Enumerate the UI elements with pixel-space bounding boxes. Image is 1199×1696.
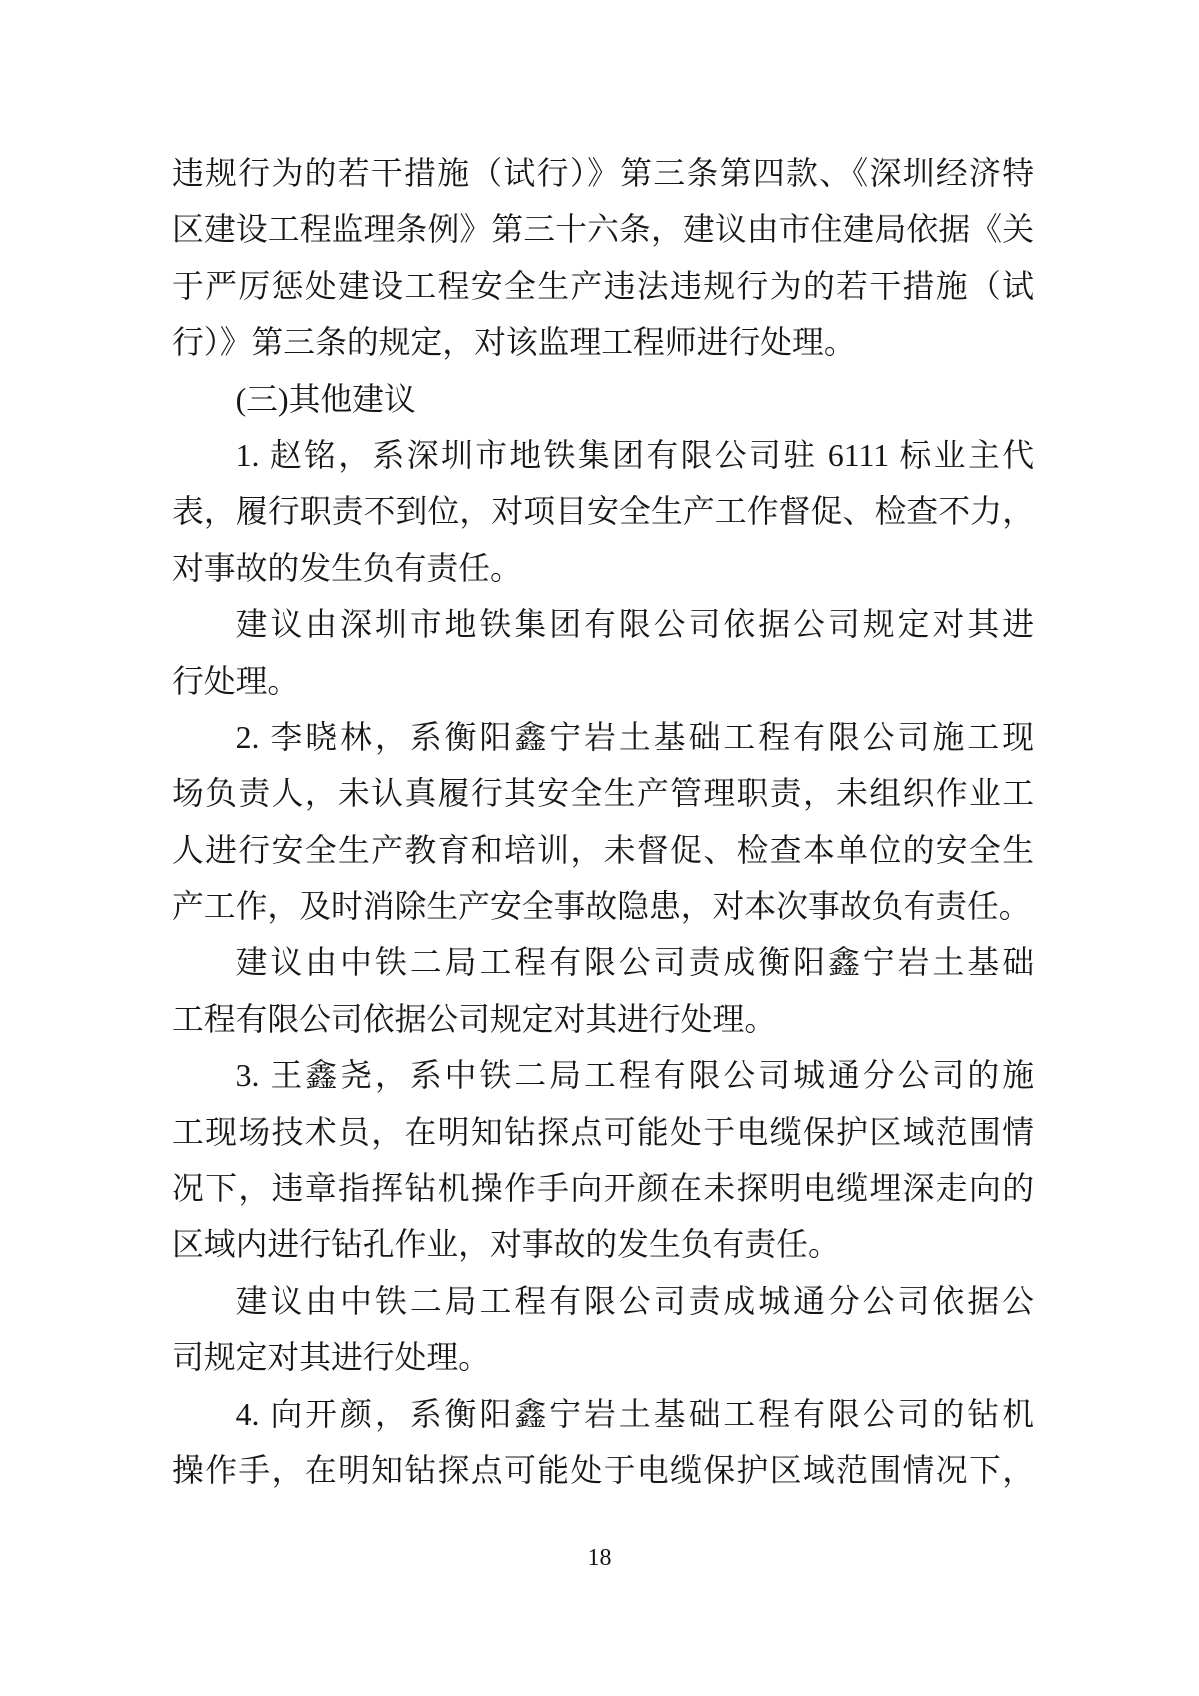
- paragraph: [172, 1048, 1034, 1274]
- text-line: 表，履行职责不到位，对项目安全生产工作督促、检查不力，: [172, 494, 1034, 530]
- text-line: 工程有限公司依据公司规定对其进行处理。: [172, 1001, 777, 1037]
- paragraph: [172, 935, 1034, 1048]
- paragraph: [172, 146, 1034, 372]
- text-line: 3. 王鑫尧，系中铁二局工程有限公司城通分公司的施: [235, 1058, 1034, 1094]
- paragraph: [172, 597, 1034, 710]
- text-line: 2. 李晓林，系衡阳鑫宁岩土基础工程有限公司施工现: [235, 719, 1034, 755]
- text-line: 1. 赵铭，系深圳市地铁集团有限公司驻 6111 标业主代: [235, 437, 1034, 473]
- paragraph: [172, 428, 1034, 597]
- text-line: 违规行为的若干措施（试行）》第三条第四款、《深圳经济特: [172, 156, 1034, 191]
- paragraph: [172, 372, 1034, 428]
- text-line: 于严厉惩处建设工程安全生产违法违规行为的若干措施（试: [172, 268, 1034, 304]
- text-line: 建议由深圳市地铁集团有限公司依据公司规定对其进: [235, 607, 1034, 643]
- paragraph: [172, 1274, 1034, 1387]
- text-line: 司规定对其进行处理。: [172, 1340, 490, 1376]
- text-line: 区域内进行钻孔作业，对事故的发生负有责任。: [172, 1227, 840, 1263]
- text-line: 产工作，及时消除生产安全事故隐患，对本次事故负有责任。: [172, 889, 1031, 925]
- text-line: 操作手，在明知钻探点可能处于电缆保护区域范围情况下，: [172, 1452, 1034, 1488]
- text-line: 况下，违章指挥钻机操作手向开颜在未探明电缆埋深走向的: [172, 1171, 1034, 1207]
- text-line: 区建设工程监理条例》第三十六条，建议由市住建局依据《关: [172, 212, 1034, 248]
- text-line: (三)其他建议: [235, 381, 416, 417]
- paragraph: [172, 710, 1034, 936]
- text-line: 行）》第三条的规定，对该监理工程师进行处理。: [172, 325, 856, 361]
- text-line: 建议由中铁二局工程有限公司责成衡阳鑫宁岩土基础: [235, 945, 1034, 981]
- text-line: 场负责人，未认真履行其安全生产管理职责，未组织作业工: [172, 776, 1034, 812]
- text-line: 建议由中铁二局工程有限公司责成城通分公司依据公: [235, 1283, 1034, 1319]
- text-line: 人进行安全生产教育和培训，未督促、检查本单位的安全生: [172, 832, 1034, 868]
- text-line: 4. 向开颜，系衡阳鑫宁岩土基础工程有限公司的钻机: [235, 1396, 1034, 1432]
- paragraph: [172, 1387, 1034, 1500]
- text-line: 对事故的发生负有责任。: [172, 550, 522, 586]
- document-body: [172, 146, 1034, 1499]
- text-line: 工现场技术员，在明知钻探点可能处于电缆保护区域范围情: [172, 1114, 1034, 1150]
- text-line: 行处理。: [172, 663, 300, 699]
- page-number: 18: [587, 1545, 612, 1571]
